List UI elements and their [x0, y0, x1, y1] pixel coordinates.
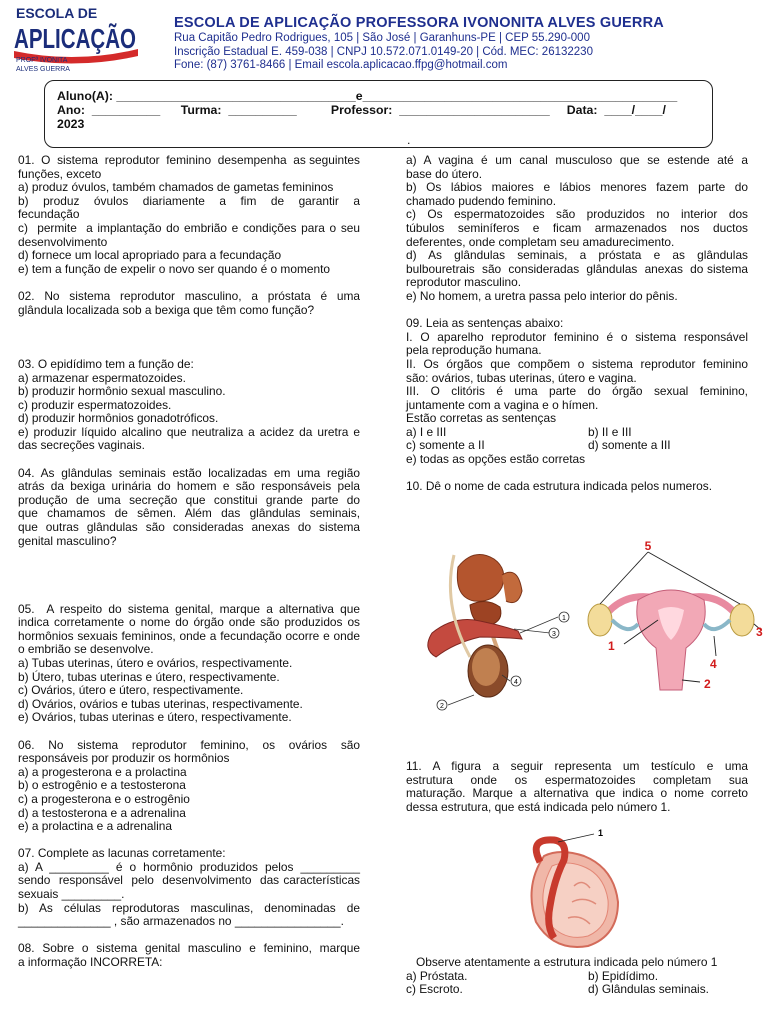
right-column-line: I. O aparelho reprodutor feminino é o sistema responsável pela reprodução humana. — [406, 329, 752, 358]
q11-option-b: b) Epidídimo. — [588, 968, 659, 983]
right-column — [406, 153, 752, 494]
box-dot: . — [407, 133, 411, 147]
male-label-3: 3 — [552, 631, 556, 638]
right-column-line: a) A vagina é um canal musculoso que se estende até a base do útero. — [406, 153, 752, 181]
spacer — [18, 929, 360, 943]
q11-instruction: Observe atentamente a estrutura indicada pelo número 1 — [416, 955, 718, 969]
q11-option-c: c) Escroto. — [406, 982, 463, 997]
male-reproductive-figure — [414, 545, 574, 715]
left-column-line: 07. Complete as lacunas corretamente: — [18, 846, 226, 861]
left-column-line: 05. A respeito do sistema genital, marque a alternativa que indica corretamente o nome do órgão onde são produzidos os hormônios sexuais femininos, onde a fecundação ocorre e onde o embrião se desenvolve. — [18, 601, 364, 657]
right-column-line: 09. Leia as sentenças abaixo: — [406, 316, 564, 331]
q11-text: 11. A figura a seguir representa um testículo e uma estrutura onde os espermatozoides completam sua maturação. Marque a alternativa que indica o nome correto dessa estrutura, que está indicada pelo número 1. — [406, 759, 752, 814]
left-column-line: 04. As glândulas seminais estão localizadas em uma região atrás da bexiga urinária do homem e são responsáveis pela produção de uma secreção que constitui grande parte do que chamamos de sêmen. Além das glândulas seminais, que outras glândulas são consideradas anexas do sistema genital masculino? — [18, 465, 364, 548]
q9-option-d: d) somente a III — [588, 438, 671, 453]
female-label-1: 1 — [608, 639, 615, 653]
left-column-line: 01. O sistema reprodutor feminino desempenha as seguintes funções, exceto — [18, 153, 364, 181]
logo-line1: ESCOLA DE — [16, 5, 98, 21]
testis-figure — [514, 826, 634, 956]
left-column-line: a) armazenar espermatozoides. — [18, 370, 186, 385]
spacer — [18, 344, 360, 358]
school-logo — [12, 4, 140, 74]
q9-option-c: c) somente a II — [406, 438, 485, 453]
left-column-line: e) produzir líquido alcalino que neutraliza a acidez da uretra e das secreções vaginais. — [18, 424, 364, 453]
class-info-line: Ano: __________ Turma: __________ Professor: ______________________ Data: ____/____/ — [57, 103, 666, 117]
spacer — [406, 304, 748, 318]
q9-options-row1 — [406, 426, 748, 440]
year-line: 2023 — [57, 117, 85, 131]
left-column-line: a) A _________ é o hormônio produzidos pelos _________ sendo responsável pelo desenvolvimento das características sexuais _________. — [18, 859, 364, 902]
spacer — [18, 453, 360, 467]
female-label-4: 4 — [710, 657, 717, 671]
right-column-text — [406, 153, 752, 426]
left-column-line: a) produz óvulos, também chamados de gametas femininos — [18, 180, 334, 195]
spacer — [18, 562, 360, 576]
q9-option-b: b) II e III — [588, 424, 632, 439]
left-column-line: b) produz óvulos diariamente a fim de garantir a fecundação — [18, 193, 364, 222]
student-info-box — [44, 80, 713, 148]
left-column-line: 06. No sistema reprodutor feminino, os ovários são responsáveis por produzir os hormônios — [18, 737, 364, 766]
male-label-1: 1 — [562, 615, 566, 622]
q9-option-a: a) I e III — [406, 424, 447, 439]
logo-line2: APLICAÇÃO — [14, 23, 136, 54]
logo-line4: ALVES GUERRA — [16, 66, 70, 73]
left-column-line: c) Ovários, útero e útero, respectivamente. — [18, 683, 244, 698]
right-column-line: d) As glândulas seminais, a próstata e as glândulas bulbouretrais são consideradas glândulas anexas do sistema reprodutor masculino. — [406, 248, 752, 290]
male-label-2: 2 — [440, 703, 444, 710]
q10-text: 10. Dê o nome de cada estrutura indicada pelos numeros. — [406, 479, 713, 494]
right-column-line: c) Os espermatozoides são produzidos no interior dos túbulos seminíferos e ficam armazenados nos ductos deferentes, onde completam seu amadurecimento. — [406, 207, 752, 249]
spacer — [18, 331, 360, 345]
male-label-4: 4 — [514, 679, 518, 686]
left-column-line: c) a progesterona e o estrogênio — [18, 791, 190, 806]
left-column-line: e) Ovários, tubas uterinas e útero, respectivamente. — [18, 710, 292, 725]
right-column-line: b) Os lábios maiores e lábios menores fazem parte do chamado pudendo feminino. — [406, 180, 752, 208]
left-column-line: e) tem a função de expelir o novo ser quando é o momento — [18, 261, 330, 276]
left-column-line: 03. O epidídimo tem a função de: — [18, 356, 194, 371]
right-column-line: e) No homem, a uretra passa pelo interior do pênis. — [406, 288, 678, 303]
spacer — [18, 548, 360, 562]
school-address: Rua Capitão Pedro Rodrigues, 105 | São José | Garanhuns-PE | CEP 55.290-000 — [174, 32, 590, 44]
left-column-line: b) As células reprodutoras masculinas, denominadas de ______________ , são armazenados no ________________. — [18, 900, 364, 929]
spacer — [18, 317, 360, 331]
logo-line3: PROFª IVONITA — [16, 57, 68, 64]
left-column-line: d) fornece um local apropriado para a fecundação — [18, 248, 282, 263]
q9-option-e: e) todas as opções estão corretas — [406, 452, 586, 467]
school-registry: Inscrição Estadual E. 459-038 | CNPJ 10.572.071.0149-20 | Cód. MEC: 26132230 — [174, 46, 593, 58]
q11-block — [406, 759, 752, 814]
left-column — [18, 153, 367, 970]
student-name-line: Aluno(A): ___________________________________e______________________________________________ — [57, 89, 678, 103]
q11-option-d: d) Glândulas seminais. — [588, 982, 709, 997]
q11-options-row1 — [406, 970, 756, 984]
left-column-line: d) produzir hormônios gonadotróficos. — [18, 411, 219, 426]
left-column-line: 02. No sistema reprodutor masculino, a próstata é uma glândula localizada sob a bexiga que têm como função? — [18, 288, 364, 317]
left-column-line: b) o estrogênio e a testosterona — [18, 778, 186, 793]
q11-options — [406, 956, 756, 997]
right-column-line: Estão corretas as sentenças — [406, 411, 557, 426]
left-column-line: b) Útero, tubas uterinas e útero, respectivamente. — [18, 669, 280, 684]
q11-options-row2 — [406, 983, 756, 997]
left-column-line: c) produzir espermatozoides. — [18, 397, 172, 412]
school-contact: Fone: (87) 3761-8466 | Email escola.aplicacao.ffpg@hotmail.com — [174, 59, 508, 71]
left-column-line: c) permite a implantação do embrião e condições para o seu desenvolvimento — [18, 220, 364, 249]
q9-options-row2 — [406, 439, 748, 453]
female-label-3: 3 — [756, 625, 763, 639]
spacer — [18, 276, 360, 290]
left-column-line: b) produzir hormônio sexual masculino. — [18, 384, 226, 399]
testis-label-1: 1 — [598, 828, 604, 838]
spacer — [18, 589, 360, 603]
school-name: ESCOLA DE APLICAÇÃO PROFESSORA IVONONITA ALVES GUERRA — [174, 15, 664, 31]
female-label-2: 2 — [704, 677, 711, 691]
left-column-line: d) a testosterona e a adrenalina — [18, 805, 186, 820]
left-column-line: e) a prolactina e a adrenalina — [18, 819, 173, 834]
spacer — [18, 834, 360, 848]
q11-option-a: a) Próstata. — [406, 968, 468, 983]
spacer — [18, 725, 360, 739]
left-column-line: 08. Sobre o sistema genital masculino e feminino, marque a informação INCORRETA: — [18, 941, 367, 970]
female-reproductive-figure — [576, 540, 766, 710]
spacer — [18, 575, 360, 589]
left-column-line: a) Tubas uterinas, útero e ovários, respectivamente. — [18, 655, 293, 670]
left-column-line: a) a progesterona e a prolactina — [18, 764, 187, 779]
left-column-line: d) Ovários, ovários e tubas uterinas, respectivamente. — [18, 696, 303, 711]
female-label-5: 5 — [644, 539, 652, 553]
right-column-line: III. O clitóris é uma parte do órgão sexual feminino, juntamente com a vagina e o hímen. — [406, 384, 752, 412]
right-column-line: II. Os órgãos que compõem o sistema reprodutor feminino são: ovários, tubas uterinas, útero e vagina. — [406, 356, 752, 385]
